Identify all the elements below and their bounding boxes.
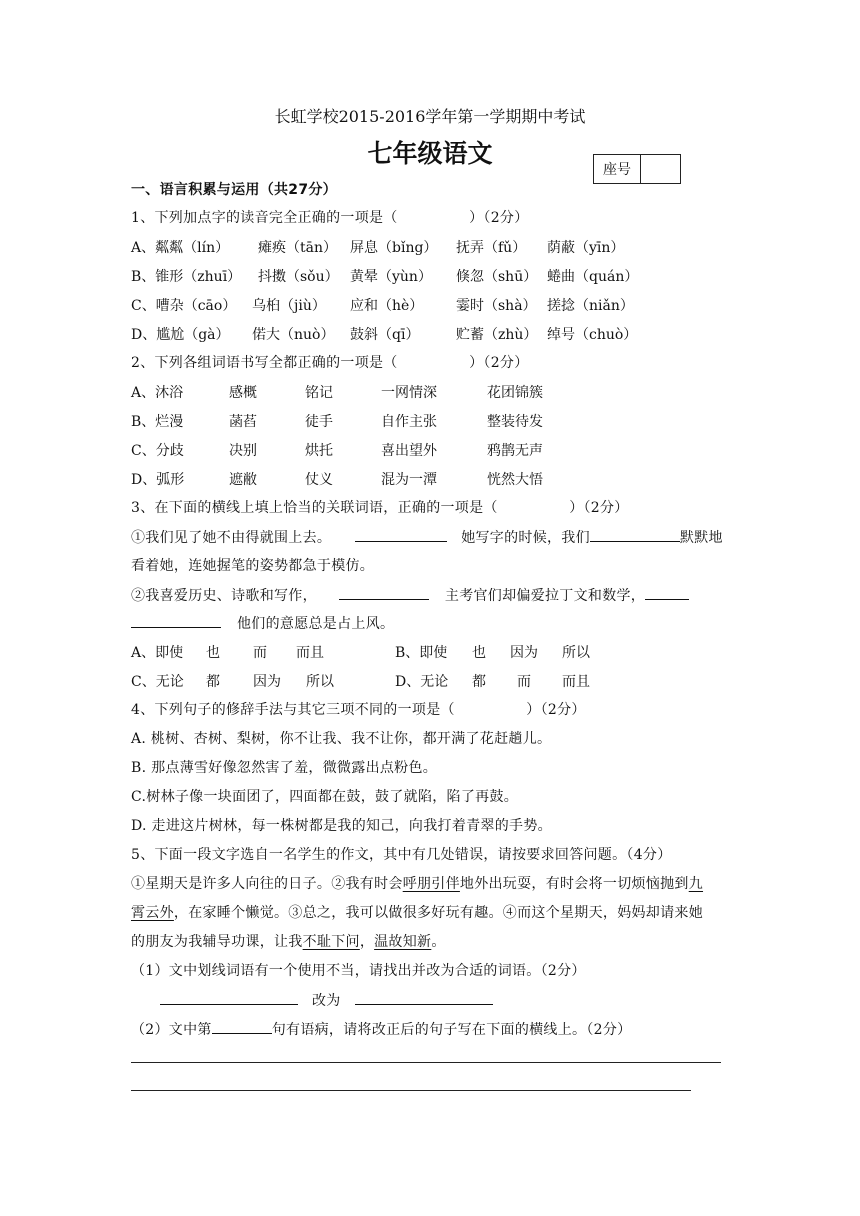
q2-option-b: B、烂漫: [131, 414, 184, 430]
q2-option-c-item: 决别: [229, 443, 257, 459]
q5-sub1-answer-row: [160, 990, 493, 1011]
q5-answer-line-1[interactable]: [131, 1062, 721, 1063]
q1-option-b-item: 倏忽（shū）: [456, 269, 538, 285]
q3-option-c: C、无论: [131, 674, 184, 690]
q2-option-a-item: 感概: [229, 385, 257, 401]
q3-stem: 3、在下面的横线上填上恰当的关联词语，正确的一项是（ ）（2分）: [131, 500, 629, 516]
q1-option-c: C、嘈杂（cāo）: [131, 298, 237, 314]
exam-subject-title: 七年级语文: [367, 139, 493, 168]
q2-option-b-item: 整装待发: [487, 414, 543, 430]
q1-option-d: D、尴尬（gà）: [131, 327, 230, 343]
q1-option-a-item: 抚弄（fǔ）: [456, 240, 527, 256]
seat-number-label: 座号: [594, 155, 641, 183]
q2-option-d-item: 恍然大悟: [487, 472, 543, 488]
q1-option-c-item: 乌桕（jiù）: [252, 298, 326, 314]
q2-option-a-item: 花团锦簇: [487, 385, 543, 401]
q3-option-c-item: 所以: [306, 674, 334, 690]
q1-option-b-item: 蜷曲（quán）: [547, 269, 639, 285]
q5-passage-text: 。: [431, 934, 446, 950]
q3-option-a-item: 而且: [296, 645, 324, 661]
q4-option-c: C.树林子像一块面团了，四面都在鼓，鼓了就陷，陷了再鼓。: [131, 789, 519, 805]
q4-stem: 4、下列句子的修辞手法与其它三项不同的一项是（ ）（2分）: [131, 702, 586, 718]
q3-blank-2[interactable]: [590, 527, 680, 542]
q5-sub2-text: 句有语病，请将改正后的句子写在下面的横线上。（2分）: [271, 1022, 632, 1038]
q5-sub2-text: （2）文中第: [131, 1022, 212, 1038]
q3-option-d: D、无论: [395, 674, 449, 690]
q2-option-c-item: 烘托: [305, 443, 333, 459]
q2-option-b-item: 菡萏: [229, 414, 257, 430]
q3-s1-text: ①我们见了她不由得就围上去。: [131, 530, 332, 546]
q5-passage-line-1: [131, 874, 703, 894]
q1-option-b-item: 黄晕（yùn）: [350, 269, 432, 285]
q1-option-d-item: 绰号（chuò）: [547, 327, 638, 343]
q3-option-b-item: 所以: [562, 645, 590, 661]
q1-option-d-item: 偌大（nuò）: [252, 327, 335, 343]
q3-s2-text: ②我喜爱历史、诗歌和写作，: [131, 588, 317, 604]
q2-option-a-item: 铭记: [305, 385, 333, 401]
q5-passage-text: ，: [359, 934, 375, 950]
q2-option-c-item: 喜出望外: [381, 443, 437, 459]
q4-option-b: B. 那点薄雪好像忽然害了羞，微微露出点粉色。: [131, 760, 438, 776]
q1-option-d-item: 鼓斜（qī）: [350, 327, 420, 343]
q3-s1-text: 默默地: [679, 530, 723, 546]
q1-option-c-item: 搓捻（niǎn）: [547, 298, 634, 314]
q5-stem: 5、下面一段文字选自一名学生的作文，其中有几处错误，请按要求回答问题。（4分）: [131, 847, 672, 863]
q2-option-b-item: 自作主张: [381, 414, 437, 430]
q3-blank-4a[interactable]: [645, 585, 689, 600]
q5-sub1-wrong-word-blank[interactable]: [160, 990, 298, 1005]
q2-option-d-item: 混为一潭: [381, 472, 437, 488]
q3-option-c-item: 都: [206, 674, 220, 690]
q5-underlined-phrase: 不耻下问: [302, 934, 360, 950]
seat-number-box: [593, 154, 681, 184]
q5-underlined-phrase: 九: [688, 876, 704, 892]
q3-blank-3[interactable]: [339, 585, 429, 600]
section-heading: 一、语言积累与运用（共27分）: [131, 182, 337, 198]
q3-option-d-item: 而: [517, 674, 531, 690]
q3-blank-1[interactable]: [355, 527, 447, 542]
q5-passage-text: ①星期天是许多人向往的日子。②我有时会: [131, 876, 403, 892]
q5-passage-line-3: [131, 932, 446, 952]
q5-answer-line-2[interactable]: [131, 1090, 691, 1091]
q3-sentence-2-cont: [131, 613, 394, 634]
q1-option-c-item: 应和（hè）: [350, 298, 424, 314]
q3-s1-text: 她写字的时候，我们: [461, 530, 590, 546]
q5-underlined-phrase: 霄云外: [131, 905, 174, 921]
q1-option-a-item: 瘫痪（tān）: [258, 240, 337, 256]
exam-school-line: 长虹学校2015-2016学年第一学期期中考试: [274, 107, 586, 126]
q5-passage-text: ，在家睡个懒觉。③总之，我可以做很多好玩有趣。④而这个星期天，妈妈却请来她: [173, 905, 704, 921]
q1-option-a: A、粼粼（lín）: [131, 240, 230, 256]
q2-option-b-item: 徒手: [305, 414, 333, 430]
q3-option-a-item: 也: [206, 645, 220, 661]
seat-number-input[interactable]: [641, 155, 680, 183]
q1-option-b: B、锥形（zhuī）: [131, 269, 242, 285]
q2-option-c: C、分歧: [131, 443, 184, 459]
q2-option-c-item: 鸦鹊无声: [487, 443, 543, 459]
q5-sub2-question: [131, 1019, 631, 1040]
q4-option-d: D. 走进这片树林，每一株树都是我的知己，向我打着青翠的手势。: [131, 818, 552, 834]
q5-passage-line-2: [131, 903, 703, 923]
q5-sub1-question: （1）文中划线词语有一个使用不当，请找出并改为合适的词语。（2分）: [131, 963, 586, 979]
q3-blank-4b[interactable]: [131, 613, 221, 628]
q5-passage-text: 地外出玩耍，有时会将一切烦恼抛到: [459, 876, 689, 892]
q3-option-a-item: 而: [253, 645, 267, 661]
q1-option-d-item: 贮蓄（zhù）: [456, 327, 538, 343]
q3-option-b-item: 因为: [510, 645, 538, 661]
q3-sentence-1: [131, 527, 723, 548]
q1-option-c-item: 霎时（shà）: [456, 298, 537, 314]
q2-option-d: D、弧形: [131, 472, 185, 488]
q3-option-b-item: 也: [472, 645, 486, 661]
q1-option-a-item: 屏息（bǐng）: [350, 240, 438, 256]
q3-option-d-item: 而且: [562, 674, 590, 690]
q3-s2-text: 他们的意愿总是占上风。: [237, 616, 395, 632]
q5-sub1-correct-word-blank[interactable]: [355, 990, 493, 1005]
q1-stem: 1、下列加点字的读音完全正确的一项是（ ）（2分）: [131, 210, 529, 226]
q3-option-a: A、即使: [131, 645, 184, 661]
q3-option-c-item: 因为: [253, 674, 281, 690]
q2-option-d-item: 仗义: [305, 472, 333, 488]
q3-option-d-item: 都: [472, 674, 486, 690]
q2-option-a-item: 一网情深: [381, 385, 437, 401]
q5-sub2-sentence-number-blank[interactable]: [212, 1019, 272, 1034]
q1-option-a-item: 荫蔽（yīn）: [547, 240, 625, 256]
q2-option-a: A、沐浴: [131, 385, 184, 401]
q3-sentence-2: [131, 585, 689, 606]
q3-sentence-1-cont: 看着她，连她握笔的姿势都急于模仿。: [131, 558, 375, 574]
q5-change-to-label: 改为: [312, 993, 341, 1009]
q2-stem: 2、下列各组词语书写全都正确的一项是（ ）（2分）: [131, 355, 529, 371]
q5-underlined-phrase: 温故知新: [374, 934, 432, 950]
q3-s2-text: 主考官们却偏爱拉丁文和数学，: [444, 588, 646, 604]
q5-passage-text: 的朋友为我辅导功课，让我: [131, 934, 303, 950]
q1-option-b-item: 抖擞（sǒu）: [258, 269, 339, 285]
q4-option-a: A. 桃树、杏树、梨树，你不让我、我不让你，都开满了花赶趟儿。: [131, 731, 552, 747]
q5-underlined-phrase: 呼朋引伴: [402, 876, 460, 892]
q3-option-b: B、即使: [395, 645, 448, 661]
q2-option-d-item: 遮敝: [229, 472, 257, 488]
